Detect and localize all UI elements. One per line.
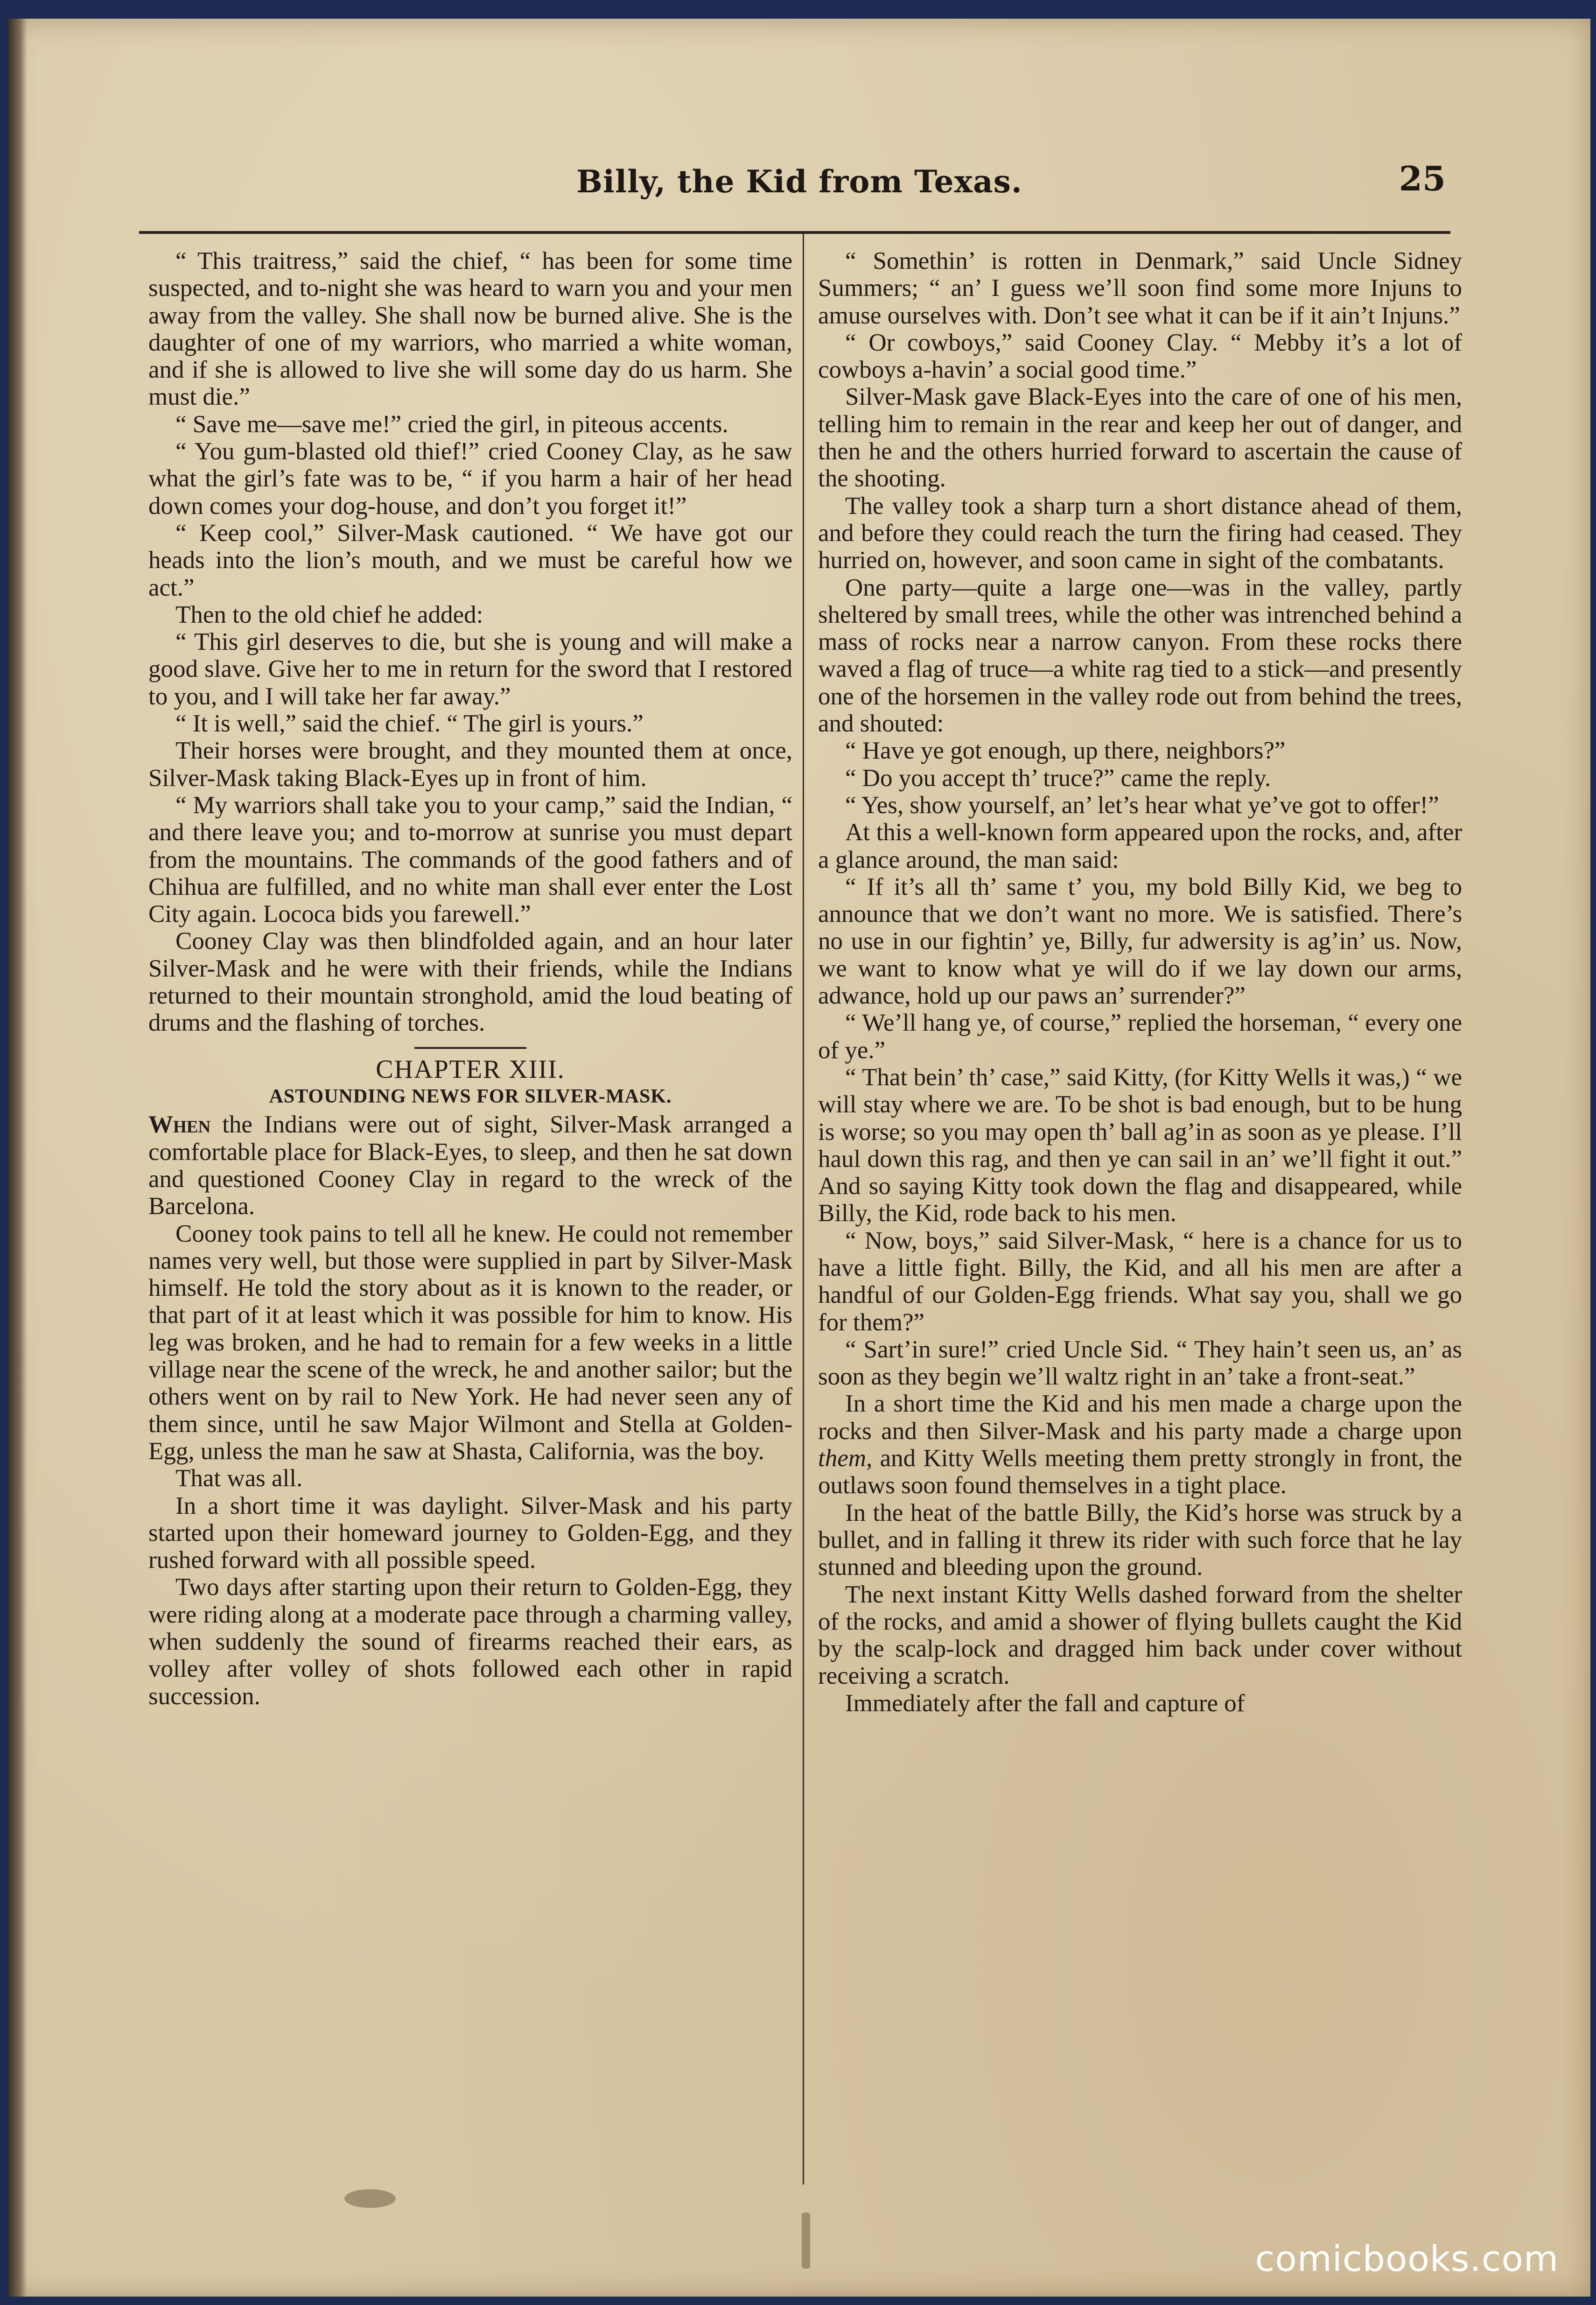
page: [8, 19, 1590, 2297]
paragraph: Their horses were brought, and they mounted them at once, Silver-Mask taking Black-Eyes up in front of him.: [148, 737, 792, 792]
paragraph-text: In a short time the Kid and his men made a charge upon the rocks and then Silver-Mask and his party made a charge upon: [818, 1390, 1462, 1445]
chapter-subtitle: ASTOUNDING NEWS FOR SILVER-MASK.: [269, 1086, 672, 1108]
paragraph: “ Keep cool,” Silver-Mask cautioned. “ We have got our heads into the lion’s mouth, and we must be careful how we act.”: [148, 519, 792, 601]
chapter-first-paragraph: [148, 1111, 792, 1220]
paragraph: Then to the old chief he added:: [175, 601, 483, 628]
binding-edge: [8, 19, 27, 2297]
italic-word: them: [818, 1445, 867, 1472]
ink-smudge: [344, 2189, 396, 2208]
left-column: [148, 247, 792, 1710]
ink-smudge: [802, 2213, 810, 2269]
watermark: comicbooks.com: [1255, 2238, 1559, 2279]
right-column: [818, 247, 1462, 1717]
paragraph: Immediately after the fall and capture of: [845, 1689, 1245, 1717]
paragraph: “ Sart’in sure!” cried Uncle Sid. “ They hain’t seen us, an’ as soon as they begin we’ll waltz right in an’ take a front-seat.”: [818, 1335, 1462, 1391]
paragraph: “ Somethin’ is rotten in Denmark,” said Uncle Sidney Summers; “ an’ I guess we’ll soon find some more Injuns to amuse ourselves with. Don’t see what it can be if it ain’t Injuns.”: [818, 247, 1462, 329]
paragraph: “ Save me—save me!” cried the girl, in piteous accents.: [175, 410, 728, 438]
paragraph: “ Now, boys,” said Silver-Mask, “ here is a chance for us to have a little fight. Billy, the Kid, and all his men are after a handful of our Golden-Egg friends. What say you, shall we go for them?”: [818, 1227, 1462, 1336]
column-divider: [803, 233, 804, 2185]
paragraph: Cooney Clay was then blindfolded again, and an hour later Silver-Mask and he were with their friends, while the Indians returned to their mountain stronghold, amid the loud beating of drums and the flashing of torches.: [148, 928, 792, 1037]
paragraph: That was all.: [175, 1465, 303, 1492]
paragraph: In the heat of the battle Billy, the Kid’s horse was struck by a bullet, and in falling it threw its rider with such force that he lay stunned and bleeding upon the ground.: [818, 1499, 1462, 1581]
paragraph: In a short time it was daylight. Silver-Mask and his party started upon their homeward journey to Golden-Egg, and they rushed forward with all possible speed.: [148, 1492, 792, 1574]
paragraph: The next instant Kitty Wells dashed forward from the shelter of the rocks, and amid a shower of flying bullets caught the Kid by the scalp-lock and dragged him back under cover without receiving a scratch.: [818, 1581, 1462, 1690]
paragraph: “ We’ll hang ye, of course,” replied the horseman, “ every one of ye.”: [818, 1009, 1462, 1064]
paragraph: At this a well-known form appeared upon the rocks, and, after a glance around, the man said:: [818, 819, 1462, 873]
paragraph: One party—quite a large one—was in the valley, partly sheltered by small trees, while the other was intrenched behind a mass of rocks near a narrow canyon. From these rocks there waved a flag of truce—a white rag tied to a stick—and presently one of the horsemen in the valley rode out from behind the trees, and shouted:: [818, 574, 1462, 738]
paragraph: “ My warriors shall take you to your camp,” said the Indian, “ and there leave you; and to-morrow at sunrise you must depart from the mountains. The commands of the good fathers and of Chihua are fulfilled, and no white man shall ever enter the Lost City again. Lococa bids you farewell.”: [148, 791, 792, 928]
paragraph: “ It is well,” said the chief. “ The girl is yours.”: [175, 710, 644, 738]
paragraph: “ This girl deserves to die, but she is young and will make a good slave. Give her to me in return for the sword that I restored to you, and I will take her far away.”: [148, 628, 792, 710]
paragraph: “ Have ye got enough, up there, neighbors?”: [845, 737, 1286, 765]
paragraph-text: , and Kitty Wells meeting them pretty strongly in front, the outlaws soon found themselves in a tight place.: [818, 1445, 1462, 1499]
paragraph: “ You gum-blasted old thief!” cried Cooney Clay, as he saw what the girl’s fate was to be, “ if you harm a hair of her head down comes your dog-house, and don’t you forget it!”: [148, 438, 792, 520]
chapter-first-paragraph-text: the Indians were out of sight, Silver-Mask arranged a comfortable place for Black-Eyes, to sleep, and then he sat down and questioned Cooney Clay in regard to the wreck of the Barcelona.: [148, 1111, 792, 1220]
chapter-lead-word: When: [148, 1111, 211, 1138]
paragraph: “ That bein’ th’ case,” said Kitty, (for Kitty Wells it was,) “ we will stay where we are. To be shot is bad enough, but to be hung is worse; so you may open th’ ball ag’in as soon as ye please. I’ll haul down this rag, and then ye can sail in an’ we’ll fight it out.” And so saying Kitty took down the flag and disappeared, while Billy, the Kid, rode back to his men.: [818, 1063, 1462, 1227]
running-head: Billy, the Kid from Texas.: [576, 163, 1022, 200]
header-rule: [139, 231, 1450, 234]
paragraph: “ Or cowboys,” said Cooney Clay. “ Mebby it’s a lot of cowboys a-havin’ a social good time.”: [818, 329, 1462, 384]
chapter-title: CHAPTER XIII.: [376, 1054, 565, 1084]
page-number: 25: [1399, 159, 1446, 198]
paragraph: Two days after starting upon their return to Golden-Egg, they were riding along at a moderate pace through a charming valley, when suddenly the sound of firearms reached their ears, as volley after volley of shots followed each other in rapid succession.: [148, 1574, 792, 1710]
chapter-separator: [414, 1047, 526, 1049]
page-header: [148, 159, 1450, 219]
paragraph: Cooney took pains to tell all he knew. He could not remember names very well, but those were supplied in part by Silver-Mask himself. He told the story about as it is known to the reader, or that part of it at least which it was possible for him to know. His leg was broken, and he had to remain for a few weeks in a little village near the scene of the wreck, he and another sailor; but the others went on by rail to New York. He had never seen any of them since, until he saw Major Wilmont and Stella at Golden-Egg, unless the man he saw at Shasta, California, was the boy.: [148, 1220, 792, 1465]
paragraph: “ Do you accept th’ truce?” came the reply.: [845, 764, 1271, 792]
paragraph: “ Yes, show yourself, an’ let’s hear what ye’ve got to offer!”: [845, 791, 1439, 819]
paragraph: Silver-Mask gave Black-Eyes into the care of one of his men, telling him to remain in the rear and keep her out of danger, and then he and the others hurried forward to ascertain the cause of the shooting.: [818, 383, 1462, 492]
paragraph: “ If it’s all th’ same t’ you, my bold Billy Kid, we beg to announce that we don’t want no more. We is satisfied. There’s no use in our fightin’ ye, Billy, fur adwersity is ag’in’ us. Now, we want to know what ye will do if we lay down our arms, adwance, hold up our paws an’ surrender?”: [818, 873, 1462, 1010]
paragraph: “ This traitress,” said the chief, “ has been for some time suspected, and to-night she was heard to warn you and your men away from the valley. She shall now be burned alive. She is the daughter of one of my warriors, who married a white woman, and if she is allowed to live she will some day do us harm. She must die.”: [148, 247, 792, 411]
paragraph: The valley took a sharp turn a short distance ahead of them, and before they could reach the turn the firing had ceased. They hurried on, however, and soon came in sight of the combatants.: [818, 492, 1462, 574]
paragraph-with-italic: [818, 1390, 1462, 1499]
